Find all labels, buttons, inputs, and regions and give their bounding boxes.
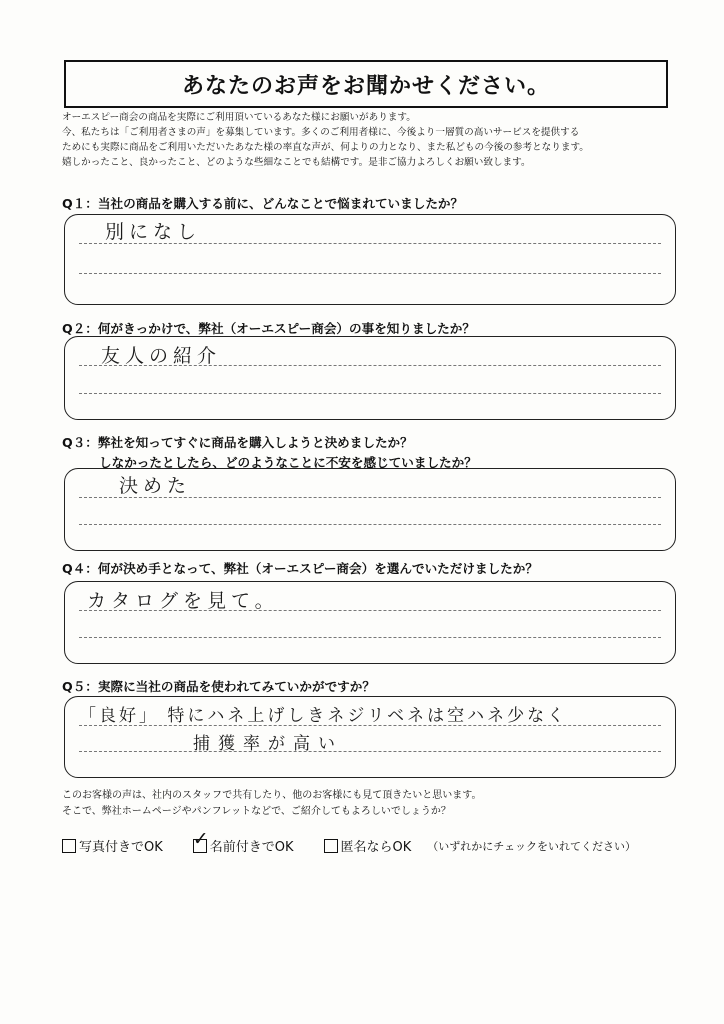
option-name-ok[interactable] — [192, 827, 294, 855]
intro-line: 今、私たちは「ご利用者さまの声」を募集しています。多くのご利用者様に、今後より一層質の高いサービスを提供する — [62, 127, 580, 138]
option-anonymous-ok[interactable] — [324, 836, 412, 855]
question-5-label: Q５：実際に当社の商品を使われてみていかがですか？ — [62, 679, 375, 694]
intro-line: 嬉しかったこと、良かったこと、どのような些細なことでも結構です。是非ご協力よろしくお願い致します。 — [62, 157, 531, 168]
answer-box-4[interactable] — [64, 581, 676, 664]
question-3-label: Q３：弊社を知ってすぐに商品を購入しようと決めましたか？ — [62, 435, 413, 450]
consent-options — [62, 827, 682, 855]
intro-line: ためにも実際に商品をご利用いただいたあなた様の率直な声が、何よりの力となり、また私どもの今後の参考となります。 — [62, 142, 589, 153]
question-3-sublabel: しなかったとしたら、どのようなことに不安を感じていましたか？ — [99, 455, 477, 470]
answer-box-2[interactable] — [64, 336, 676, 420]
answer-3-text: 決めた — [119, 475, 192, 497]
answer-line — [79, 393, 661, 394]
question-1-label: Q１：当社の商品を購入する前に、どんなことで悩まれていましたか？ — [62, 196, 464, 211]
page-title: あなたのお声をお聞かせください。 — [181, 73, 550, 99]
answer-1-text: 別になし — [105, 221, 202, 243]
answer-box-3[interactable] — [64, 468, 676, 551]
answer-line — [79, 524, 661, 525]
question-2-label: Q２：何がきっかけで、弊社（オーエスピー商会）の事を知りましたか？ — [62, 321, 475, 336]
intro-line: オーエスピー商会の商品を実際にご利用頂いているあなた様にお願いがあります。 — [62, 112, 416, 123]
checkbox-photo[interactable] — [62, 839, 76, 853]
answer-box-5[interactable] — [64, 696, 676, 778]
answer-box-1[interactable] — [64, 214, 676, 305]
answer-5-text: 「良好」 特にハネ上げしきネジリベネは空ハネ少なく — [79, 706, 568, 726]
answer-2-text: 友人の紹介 — [101, 345, 222, 367]
answer-line — [79, 273, 661, 274]
option-photo-ok[interactable] — [62, 836, 163, 855]
answer-line — [79, 637, 661, 638]
option-label: 名前付きでOK — [209, 840, 294, 855]
answer-line — [79, 751, 661, 752]
checkbox-name[interactable] — [192, 827, 209, 853]
intro-text — [62, 110, 672, 170]
option-label: 匿名ならOK — [340, 840, 412, 855]
title-box — [64, 60, 668, 108]
option-label: 写真付きでOK — [79, 840, 163, 855]
footer-text-2: そこで、弊社ホームページやパンフレットなどで、ご紹介してもよろしいでしょうか？ — [62, 806, 451, 817]
question-4-label: Q４：何が決め手となって、弊社（オーエスピー商会）を選んでいただけましたか？ — [62, 561, 538, 576]
check-mark-icon: ✓ — [192, 827, 209, 850]
footer-text-1: このお客様の声は、社内のスタッフで共有したり、他のお客様にも見て頂きたいと思います。 — [62, 790, 482, 801]
answer-5-text-line2: 捕獲率が高い — [193, 734, 343, 754]
checkbox-anonymous[interactable] — [324, 839, 338, 853]
answer-4-text: カタログを見て。 — [87, 590, 279, 612]
consent-note: （いずれかにチェックをいれてください） — [427, 839, 636, 853]
